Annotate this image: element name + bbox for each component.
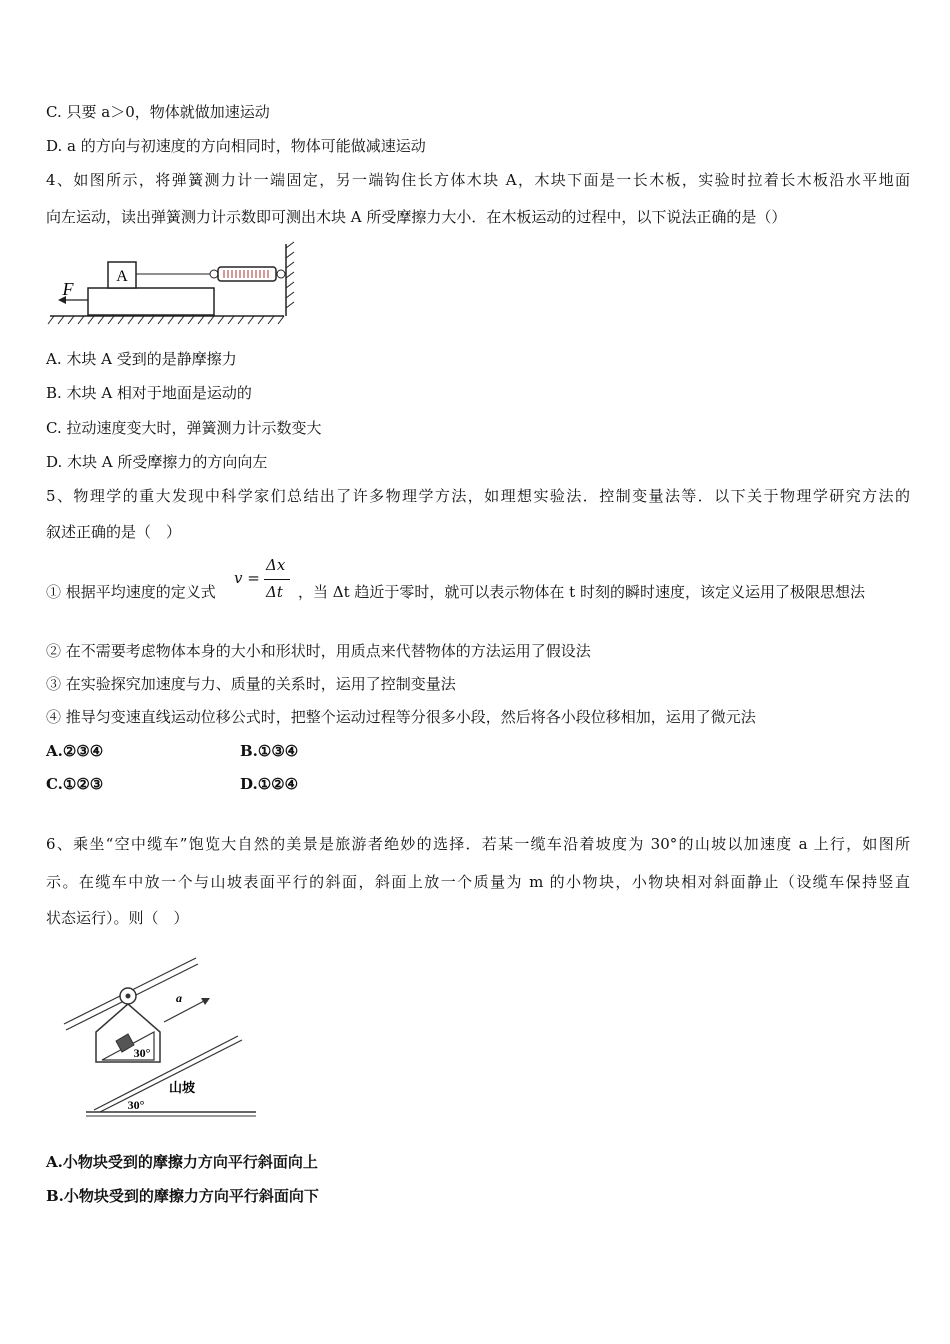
q6-stem-line3: 状态运行）。则（ ） [46,909,189,927]
q6-angle-ground: 30° [127,1098,145,1112]
q4-option-d: D. 木块 A 所受摩擦力的方向向左 [46,453,268,471]
q4-stem-line2: 向左运动，读出弹簧测力计示数即可测出木块 A 所受摩擦力大小．在木板运动的过程中，以下说法正确的是（） [46,208,787,226]
q5-option-a: A.②③④ [46,742,104,760]
q6-slope-label: 山坡 [168,1080,196,1095]
q5-stem-line2: 叙述正确的是（ ） [46,523,182,541]
q6-stem-line1: 6、乘坐“空中缆车”饱览大自然的美景是旅游者绝妙的选择．若某一缆车沿着坡度为 30°的山坡以加速度 a 上行，如图所 [46,835,910,853]
q5-item1-prefix: ① 根据平均速度的定义式 [46,583,216,601]
formula-denominator: Δt [266,583,283,601]
q4-option-a: A. 木块 A 受到的是静摩擦力 [46,350,237,368]
q6-stem-line2: 示。在缆车中放一个与山坡表面平行的斜面，斜面上放一个质量为 m 的小物块，小物块相对斜面静止（设缆车保持竖直 [46,873,910,891]
q5-item2: ② 在不需要考虑物体本身的大小和形状时，用质点来代替物体的方法运用了假设法 [46,642,591,660]
prev-option-d: D. a 的方向与初速度的方向相同时，物体可能做减速运动 [46,137,426,155]
q5-stem-line1: 5、物理学的重大发现中科学家们总结出了许多物理学方法，如理想实验法．控制变量法等．以下关于物理学研究方法的 [46,487,910,505]
q4-block-label: A [116,268,128,285]
q5-option-b: B.①③④ [240,742,299,760]
q4-stem-line1: 4、如图所示，将弹簧测力计一端固定，另一端钩住长方体木块 A，木块下面是一长木板，实验时拉着长木板沿水平地面 [46,171,910,189]
q5-item4: ④ 推导匀变速直线运动位移公式时，把整个运动过程等分很多小段，然后将各小段位移相加，运用了微元法 [46,708,756,726]
prev-option-c: C. 只要 a＞0，物体就做加速运动 [46,103,270,121]
q5-option-d: D.①②④ [240,775,299,793]
q6-accel-label: a [176,991,182,1005]
q5-option-c: C.①②③ [46,775,104,793]
q4-option-c: C. 拉动速度变大时，弹簧测力计示数变大 [46,419,322,437]
q6-option-b: B.小物块受到的摩擦力方向平行斜面向下 [46,1187,319,1205]
q5-item1-suffix: ，当 Δt 趋近于零时，就可以表示物体在 t 时刻的瞬时速度，该定义运用了极限思想法 [298,583,865,601]
q6-angle-cabin: 30° [133,1046,151,1060]
q4-figure [44,240,306,330]
q4-option-b: B. 木块 A 相对于地面是运动的 [46,384,252,402]
q6-option-a: A.小物块受到的摩擦力方向平行斜面向上 [46,1153,318,1171]
formula-lhs: v = [234,569,260,587]
q5-item3: ③ 在实验探究加速度与力、质量的关系时，运用了控制变量法 [46,675,456,693]
q6-figure [58,952,268,1122]
q5-formula [234,556,294,606]
formula-numerator: Δx [266,556,286,574]
q4-force-label: F [62,279,74,299]
fraction-bar [264,579,290,580]
